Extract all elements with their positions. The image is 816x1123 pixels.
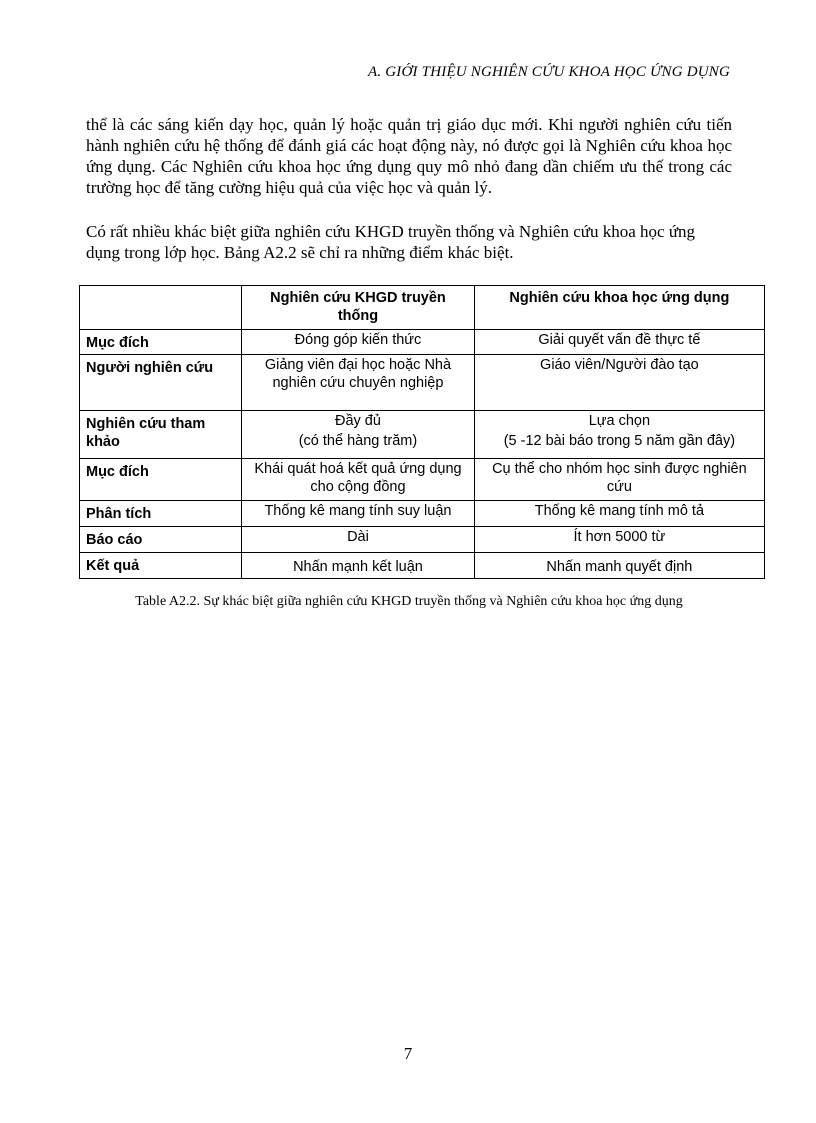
table-row	[80, 501, 765, 527]
running-header: A. GIỚI THIỆU NGHIÊN CỨU KHOA HỌC ỨNG DỤNG	[368, 64, 730, 80]
applied-cell: Giáo viên/Người đào tạo	[474, 355, 764, 411]
row-label: Mục đích	[80, 330, 242, 355]
traditional-cell: Đóng góp kiến thức	[242, 330, 475, 355]
traditional-cell: Thống kê mang tính suy luận	[242, 501, 475, 527]
traditional-cell	[242, 411, 475, 459]
row-label: Phân tích	[80, 501, 242, 527]
applied-cell: Cụ thể cho nhóm học sinh được nghiên cứu	[474, 459, 764, 501]
page-number: 7	[403, 1044, 413, 1063]
traditional-cell: Nhấn mạnh kết luận	[242, 553, 475, 579]
applied-note: (5 -12 bài báo trong 5 năm gần đây)	[503, 433, 736, 449]
row-label: Báo cáo	[80, 527, 242, 553]
applied-cell: Thống kê mang tính mô tả	[474, 501, 764, 527]
traditional-cell: Dài	[242, 527, 475, 553]
table-header-row	[80, 286, 765, 330]
table-row	[80, 527, 765, 553]
row-label: Kết quả	[80, 553, 242, 579]
traditional-cell: Khái quát hoá kết quả ứng dụng cho cộng đồng	[242, 459, 475, 501]
header-applied: Nghiên cứu khoa học ứng dụng	[474, 286, 764, 330]
header-empty-cell	[80, 286, 242, 330]
applied-cell: Giải quyết vấn đề thực tế	[474, 330, 764, 355]
table-row	[80, 330, 765, 355]
body-paragraph-1: thể là các sáng kiến dạy học, quản lý hoặc quản trị giáo dục mới. Khi người nghiên cứu tiến hành nghiên cứu hệ thống để đánh giá các hoạt động này, nó được gọi là Nghiên cứu khoa học ứng dụng. Các Nghiên cứu khoa học ứng dụng quy mô nhỏ đang dần chiếm ưu thế trong các trường học để tăng cường hiệu quả của việc học và quản lý.	[86, 115, 732, 197]
applied-cell: Ít hơn 5000 từ	[474, 527, 764, 553]
body-paragraph-2: Có rất nhiều khác biệt giữa nghiên cứu KHGD truyền thống và Nghiên cứu khoa học ứng dụng trong lớp học. Bảng A2.2 sẽ chỉ ra những điểm khác biệt.	[86, 222, 696, 262]
row-label: Người nghiên cứu	[80, 355, 242, 411]
table-caption: Table A2.2. Sự khác biệt giữa nghiên cứu KHGD truyền thống và Nghiên cứu khoa học ứng dụng	[135, 594, 683, 609]
row-label: Nghiên cứu tham khảo	[80, 411, 242, 459]
applied-cell: Nhấn manh quyết định	[474, 553, 764, 579]
table-row	[80, 459, 765, 501]
applied-cell	[474, 411, 764, 459]
table-row	[80, 355, 765, 411]
applied-value: Lựa chọn	[588, 413, 651, 429]
row-label: Mục đích	[80, 459, 242, 501]
traditional-value: Đầy đủ	[334, 413, 381, 429]
traditional-note: (có thể hàng trăm)	[298, 433, 418, 449]
table-row	[80, 553, 765, 579]
comparison-table	[79, 285, 765, 579]
table-row	[80, 411, 765, 459]
header-traditional: Nghiên cứu KHGD truyền thống	[242, 286, 475, 330]
traditional-cell: Giảng viên đại học hoặc Nhà nghiên cứu chuyên nghiệp	[242, 355, 475, 411]
